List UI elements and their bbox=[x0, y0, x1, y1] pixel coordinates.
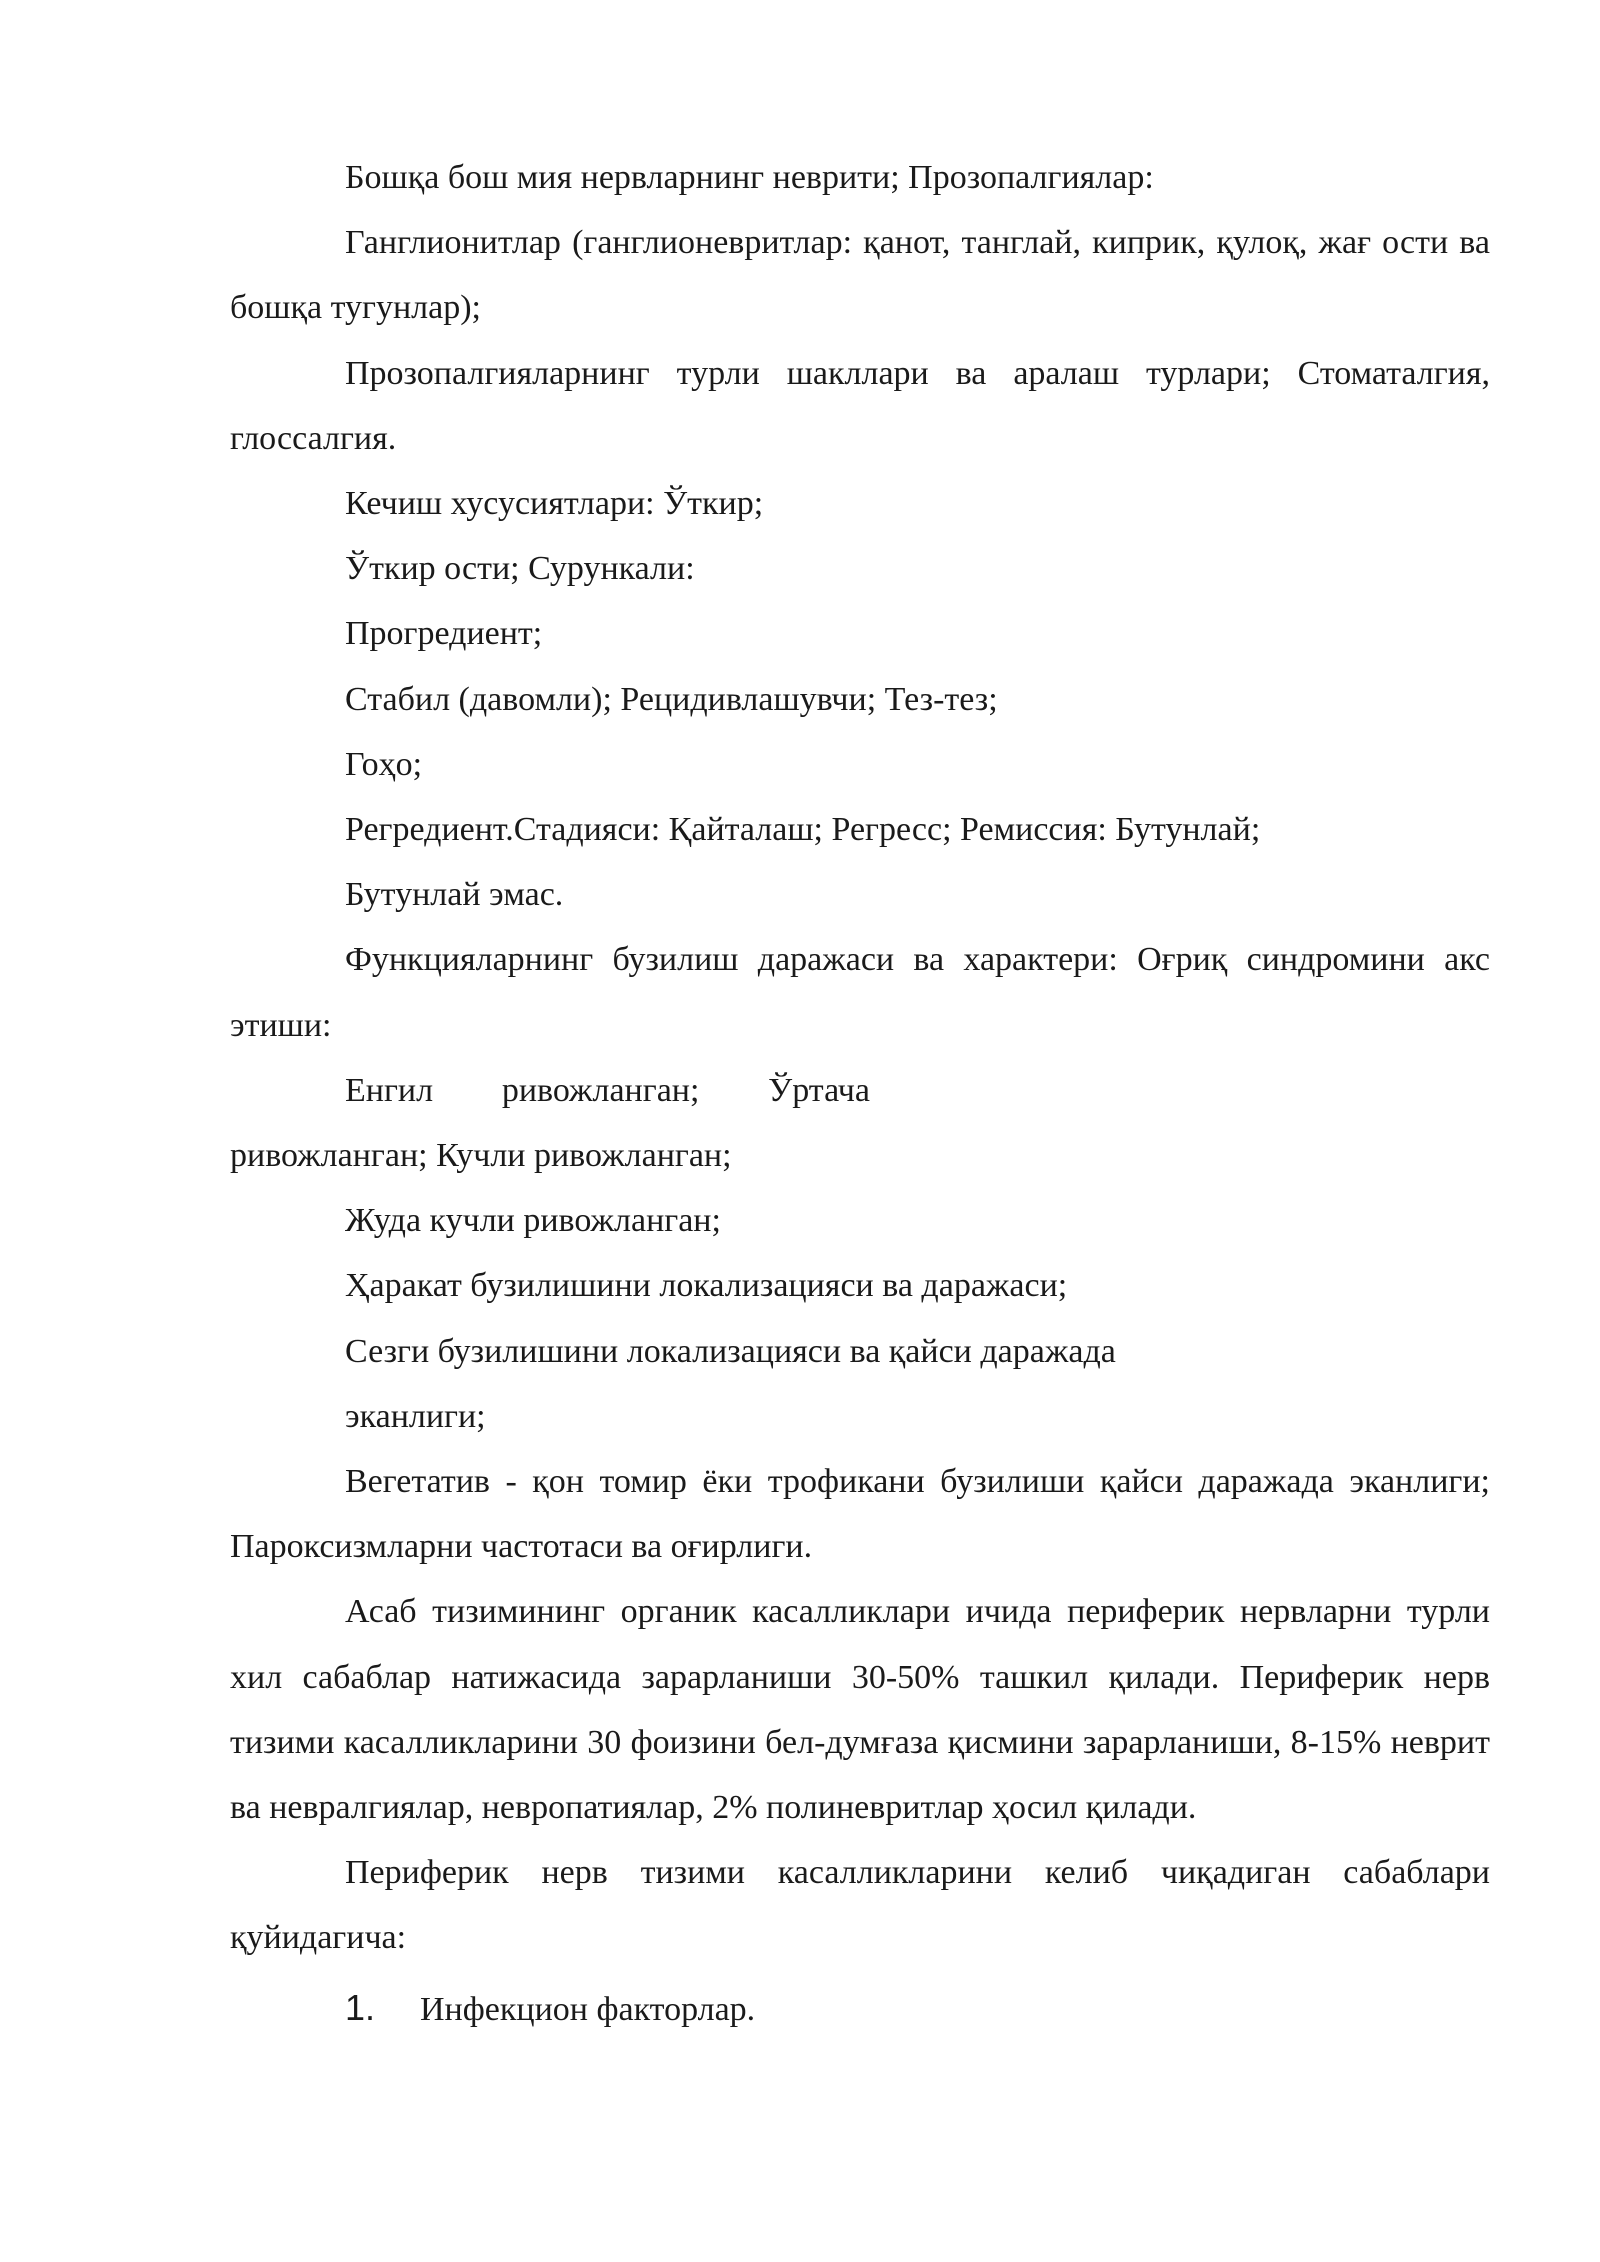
paragraph: Бошқа бош мия нервларнинг неврити; Прозопалгиялар: bbox=[345, 159, 1154, 196]
paragraph: Гоҳо; bbox=[345, 745, 423, 783]
paragraph: ривожланган; Кучли ривожланган; bbox=[230, 1137, 732, 1175]
paragraph: Периферик нерв тизими касалликларини келиб чиқадиган сабаблари қуйидагича: bbox=[230, 1854, 1490, 1957]
paragraph: Прозопалгияларнинг турли шакллари ва аралаш турлари; Стоматалгия, глоссалгия. bbox=[230, 354, 1490, 457]
paragraph: Ганглионитлар (ганглионевритлар: қанот, танглай, киприк, қулоқ, жағ ости ва бошқа тугунлар); bbox=[230, 224, 1490, 327]
paragraph: Ўткир ости; Сурункали: bbox=[345, 550, 695, 588]
paragraph: Бутунлай эмас. bbox=[345, 876, 564, 914]
paragraph: Асаб тизимининг органик касалликлари ичида периферик нервларни турли хил сабаблар натижасида зарарланиши 30-50% ташкил қилади. Периферик нерв тизими касалликларини 30 фоизини бел-думғаза қисмини зарарланиши, 8-15% неврит ва невралгиялар, невропатиялар, 2% полиневритлар ҳосил қилади. bbox=[230, 1593, 1490, 1827]
paragraph: Функцияларнинг бузилиш даражаси ва характери: Оғриқ синдромини акс этиши: bbox=[230, 941, 1490, 1044]
paragraph: Прогредиент; bbox=[345, 615, 543, 653]
paragraph: Кечиш хусусиятлари: Ўткир; bbox=[345, 485, 764, 523]
list-number: 1. bbox=[345, 1986, 376, 2028]
paragraph: Регредиент.Стадияси: Қайталаш; Регресс; Ремиссия: Бутунлай; bbox=[345, 811, 1261, 849]
paragraph: эканлиги; bbox=[345, 1397, 486, 1435]
list-item bbox=[230, 1975, 1490, 2042]
paragraph: Ҳаракат бузилишини локализацияси ва даражаси; bbox=[345, 1267, 1068, 1305]
paragraph: Жуда кучли ривожланган; bbox=[345, 1202, 721, 1240]
paragraph: Стабил (давомли); Рецидивлашувчи; Тез-тез; bbox=[345, 680, 998, 718]
paragraph: Сезги бузилишини локализацияси ва қайси даражада bbox=[345, 1332, 1116, 1370]
document-body bbox=[230, 145, 1490, 2038]
list-item-text: Инфекцион факторлар. bbox=[420, 1990, 756, 2028]
paragraph: Енгил ривожланган; Ўртача bbox=[345, 1071, 870, 1109]
paragraph: Вегетатив - қон томир ёки трофикани бузилиши қайси даражада эканлиги; Пароксизмларни частотаси ва оғирлиги. bbox=[230, 1463, 1490, 1566]
